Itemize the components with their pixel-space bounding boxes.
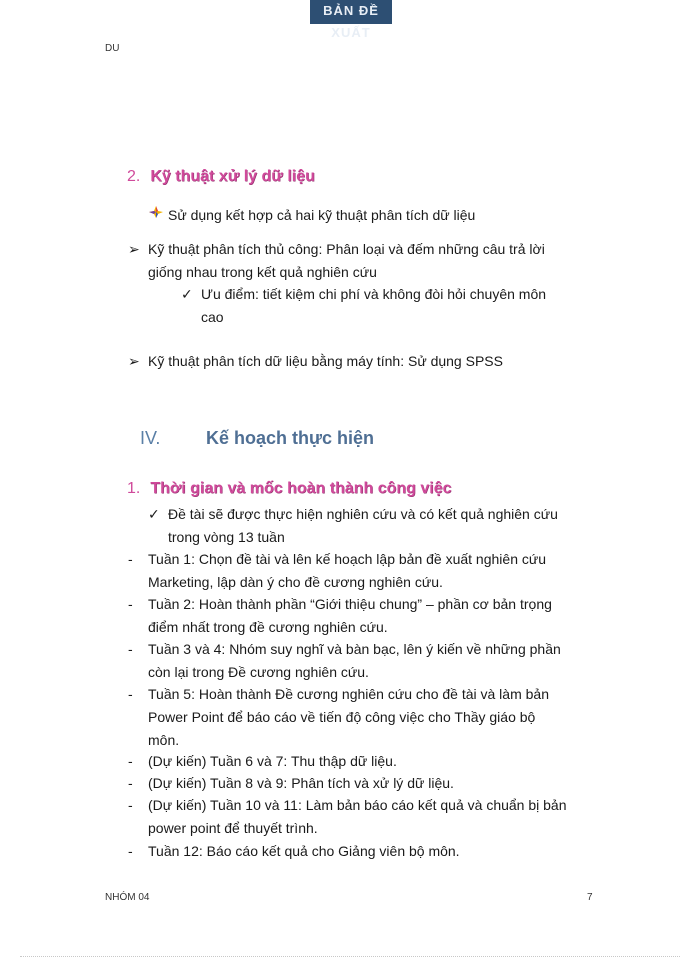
week-2-line-1: Tuần 2: Hoàn thành phần “Giới thiệu chung” – phần cơ bản trọng bbox=[148, 596, 552, 612]
page-number: 7 bbox=[587, 892, 593, 903]
arrow-bullet-icon: ➢ bbox=[128, 353, 140, 369]
section-iv-heading bbox=[140, 428, 374, 449]
section-2-number: 2. bbox=[127, 168, 141, 185]
manual-technique-line-2: giống nhau trong kết quả nghiên cứu bbox=[148, 264, 377, 280]
section-2-heading bbox=[127, 168, 315, 186]
dash-bullet: - bbox=[128, 596, 133, 612]
dash-bullet: - bbox=[128, 641, 133, 657]
header-tab: BẢN ĐỀ XUẤT bbox=[310, 0, 392, 24]
section-1-title: Thời gian và mốc hoàn thành công việc bbox=[150, 480, 452, 497]
footer-group-name: NHÓM 04 bbox=[105, 892, 150, 903]
week-3-4-line-2: còn lại trong Đề cương nghiên cứu. bbox=[148, 664, 369, 680]
timeline-intro-line-1: Đề tài sẽ được thực hiện nghiên cứu và có kết quả nghiên cứu bbox=[168, 506, 558, 522]
section-iv-title: Kế hoạch thực hiện bbox=[206, 428, 375, 448]
manual-technique-line-1: Kỹ thuật phân tích thủ công: Phân loại và đếm những câu trả lời bbox=[148, 241, 545, 257]
computer-technique: Kỹ thuật phân tích dữ liệu bằng máy tính: Sử dụng SPSS bbox=[148, 353, 503, 369]
week-5-line-3: môn. bbox=[148, 732, 180, 748]
dash-bullet: - bbox=[128, 551, 133, 567]
technique-intro: Sử dụng kết hợp cả hai kỹ thuật phân tích dữ liệu bbox=[168, 207, 476, 223]
week-5-line-2: Power Point để báo cáo về tiến độ công việc cho Thầy giáo bộ bbox=[148, 709, 536, 725]
section-1-number: 1. bbox=[127, 480, 141, 497]
week-12: Tuần 12: Báo cáo kết quả cho Giảng viên bộ môn. bbox=[148, 843, 460, 859]
advantage-line-2: cao bbox=[201, 309, 224, 325]
arrow-bullet-icon: ➢ bbox=[128, 241, 140, 257]
checkmark-icon: ✓ bbox=[148, 506, 160, 522]
week-6-7: (Dự kiến) Tuần 6 và 7: Thu thập dữ liệu. bbox=[148, 753, 397, 769]
week-1-line-1: Tuần 1: Chọn đề tài và lên kế hoạch lập bản đề xuất nghiên cứu bbox=[148, 551, 547, 567]
advantage-line-1: Ưu điểm: tiết kiệm chi phí và không đòi hỏi chuyên môn bbox=[201, 286, 547, 302]
week-8-9: (Dự kiến) Tuần 8 và 9: Phân tích và xử lý dữ liệu. bbox=[148, 775, 454, 791]
dash-bullet: - bbox=[128, 843, 133, 859]
page-bottom-divider bbox=[20, 956, 680, 957]
section-iv-number: IV. bbox=[140, 428, 161, 448]
header-left-text: DU bbox=[105, 43, 120, 54]
week-10-11-line-1: (Dự kiến) Tuần 10 và 11: Làm bản báo cáo kết quả và chuẩn bị bản bbox=[148, 797, 567, 813]
section-2-title: Kỹ thuật xử lý dữ liệu bbox=[150, 168, 315, 185]
section-1-heading bbox=[127, 480, 452, 498]
timeline-intro-line-2: trong vòng 13 tuần bbox=[168, 529, 285, 545]
week-5-line-1: Tuần 5: Hoàn thành Đề cương nghiên cứu cho đề tài và làm bản bbox=[148, 686, 549, 702]
checkmark-icon: ✓ bbox=[181, 286, 193, 302]
dash-bullet: - bbox=[128, 775, 133, 791]
dash-bullet: - bbox=[128, 686, 133, 702]
week-10-11-line-2: power point để thuyết trình. bbox=[148, 820, 318, 836]
dash-bullet: - bbox=[128, 753, 133, 769]
week-1-line-2: Marketing, lập dàn ý cho đề cương nghiên cứu. bbox=[148, 574, 443, 590]
week-2-line-2: điểm nhất trong đề cương nghiên cứu. bbox=[148, 619, 388, 635]
dash-bullet: - bbox=[128, 797, 133, 813]
week-3-4-line-1: Tuần 3 và 4: Nhóm suy nghĩ và bàn bạc, lên ý kiến về những phần bbox=[148, 641, 561, 657]
star-bullet-icon bbox=[148, 205, 164, 219]
